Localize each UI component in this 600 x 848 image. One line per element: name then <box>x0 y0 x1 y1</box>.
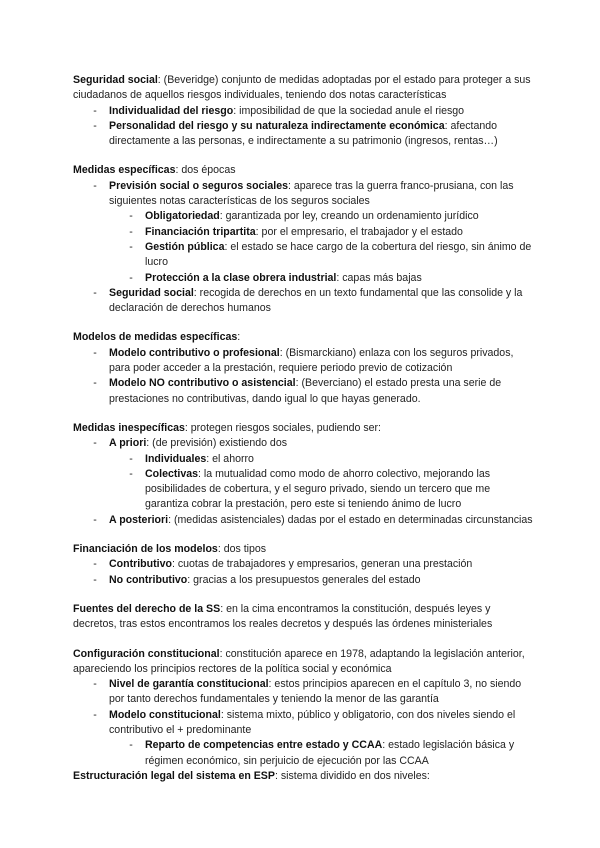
section-medidas-inespecificas <box>73 421 533 528</box>
list-item: - No contributivo: gracias a los presupuestos generales del estado <box>93 573 421 586</box>
list-item: - Modelo contributivo o profesional: (Bismarckiano) enlaza con los seguros privados, para poder acceder a la prestación, requiere periodo previo de cotización <box>93 346 514 375</box>
section-fuentes <box>73 602 533 633</box>
sub-list-item: - Protección a la clase obrera industrial: capas más bajas <box>129 271 422 284</box>
sub-list-item: - Reparto de competencias entre estado y CCAA: estado legislación básica y régimen económico, sin perjuicio de ejecución por las CCAA <box>129 739 515 767</box>
bullet-list <box>73 104 533 150</box>
section-seguridad-social <box>73 73 533 149</box>
list-item: - Previsión social o seguros sociales: aparece tras la guerra franco-prusiana, con las siguientes notas características de los seguros sociales <box>93 179 514 208</box>
bullet-list <box>73 436 533 528</box>
section-financiacion <box>73 542 533 588</box>
sub-list-item: - Obligatoriedad: garantizada por ley, creando un ordenamiento jurídico <box>129 210 479 223</box>
sub-list-item: - Gestión pública: el estado se hace cargo de la cobertura del riesgo, sin ánimo de lucro <box>129 240 532 269</box>
paragraph: Medidas inespecíficas: protegen riesgos sociales, pudiendo ser: <box>73 421 381 434</box>
paragraph: Estructuración legal del sistema en ESP: sistema dividido en dos niveles: <box>73 769 430 782</box>
bullet-list <box>73 179 533 317</box>
paragraph: Medidas específicas: dos épocas <box>73 164 236 177</box>
paragraph: Financiación de los modelos: dos tipos <box>73 543 267 556</box>
paragraph: Fuentes del derecho de la SS: en la cima encontramos la constitución, después leyes y decretos, tras estos encontramos los reales decretos y después las órdenes ministeriales <box>73 602 493 631</box>
section-estructuracion <box>73 769 533 784</box>
bullet-list <box>73 346 533 407</box>
list-item: - Modelo NO contributivo o asistencial: (Beverciano) el estado presta una serie de prestaciones no contributivas, dando igual lo que hayas generado. <box>93 377 502 405</box>
section-modelos <box>73 330 533 406</box>
sub-list-item: - Colectivas: la mutualidad como modo de ahorro colectivo, mejorando las posibilidades de cobertura, y el seguro privado, siendo un tercero que me garantiza cobrar la prestación, pero este si teniendo ánimo de lucro <box>129 467 491 511</box>
list-item: - Individualidad del riesgo: imposibilidad de que la sociedad anule el riesgo <box>93 104 465 117</box>
list-item: - Modelo constitucional: sistema mixto, público y obligatorio, con dos niveles siendo el contributivo el + predominante <box>93 708 516 736</box>
list-item: - Seguridad social: recogida de derechos en un texto fundamental que las consolide y la declaración de derechos humanos <box>93 286 523 315</box>
list-item: - A posteriori: (medidas asistenciales) dadas por el estado en determinadas circunstancias <box>93 513 533 526</box>
sub-list-item: - Individuales: el ahorro <box>129 452 254 465</box>
paragraph: Seguridad social: (Beveridge) conjunto de medidas adoptadas por el estado para proteger a sus ciudadanos de aquellos riesgos individuales, teniendo dos notas características <box>73 74 531 102</box>
bullet-list <box>73 677 533 769</box>
bullet-list <box>73 557 533 588</box>
paragraph: Modelos de medidas específicas: <box>73 331 241 344</box>
paragraph: Configuración constitucional: constitución aparece en 1978, adaptando la legislación anterior, apareciendo los principios rectores de la política social y económica <box>73 647 525 675</box>
list-item: - Personalidad del riesgo y su naturaleza indirectamente económica: afectando directamente a las personas, e indirectamente a su patrimonio (ingresos, rentas…) <box>93 119 498 148</box>
sub-list-item: - Financiación tripartita: por el empresario, el trabajador y el estado <box>129 225 463 238</box>
section-configuracion <box>73 647 533 769</box>
section-medidas-especificas <box>73 163 533 316</box>
list-item: - A priori: (de previsión) existiendo dos <box>93 437 288 450</box>
list-item: - Contributivo: cuotas de trabajadores y empresarios, generan una prestación <box>93 558 473 571</box>
list-item: - Nivel de garantía constitucional: estos principios aparecen en el capítulo 3, no siendo por tanto derechos fundamentales y teniendo la menor de las garantía <box>93 678 522 706</box>
document-page <box>73 73 533 784</box>
